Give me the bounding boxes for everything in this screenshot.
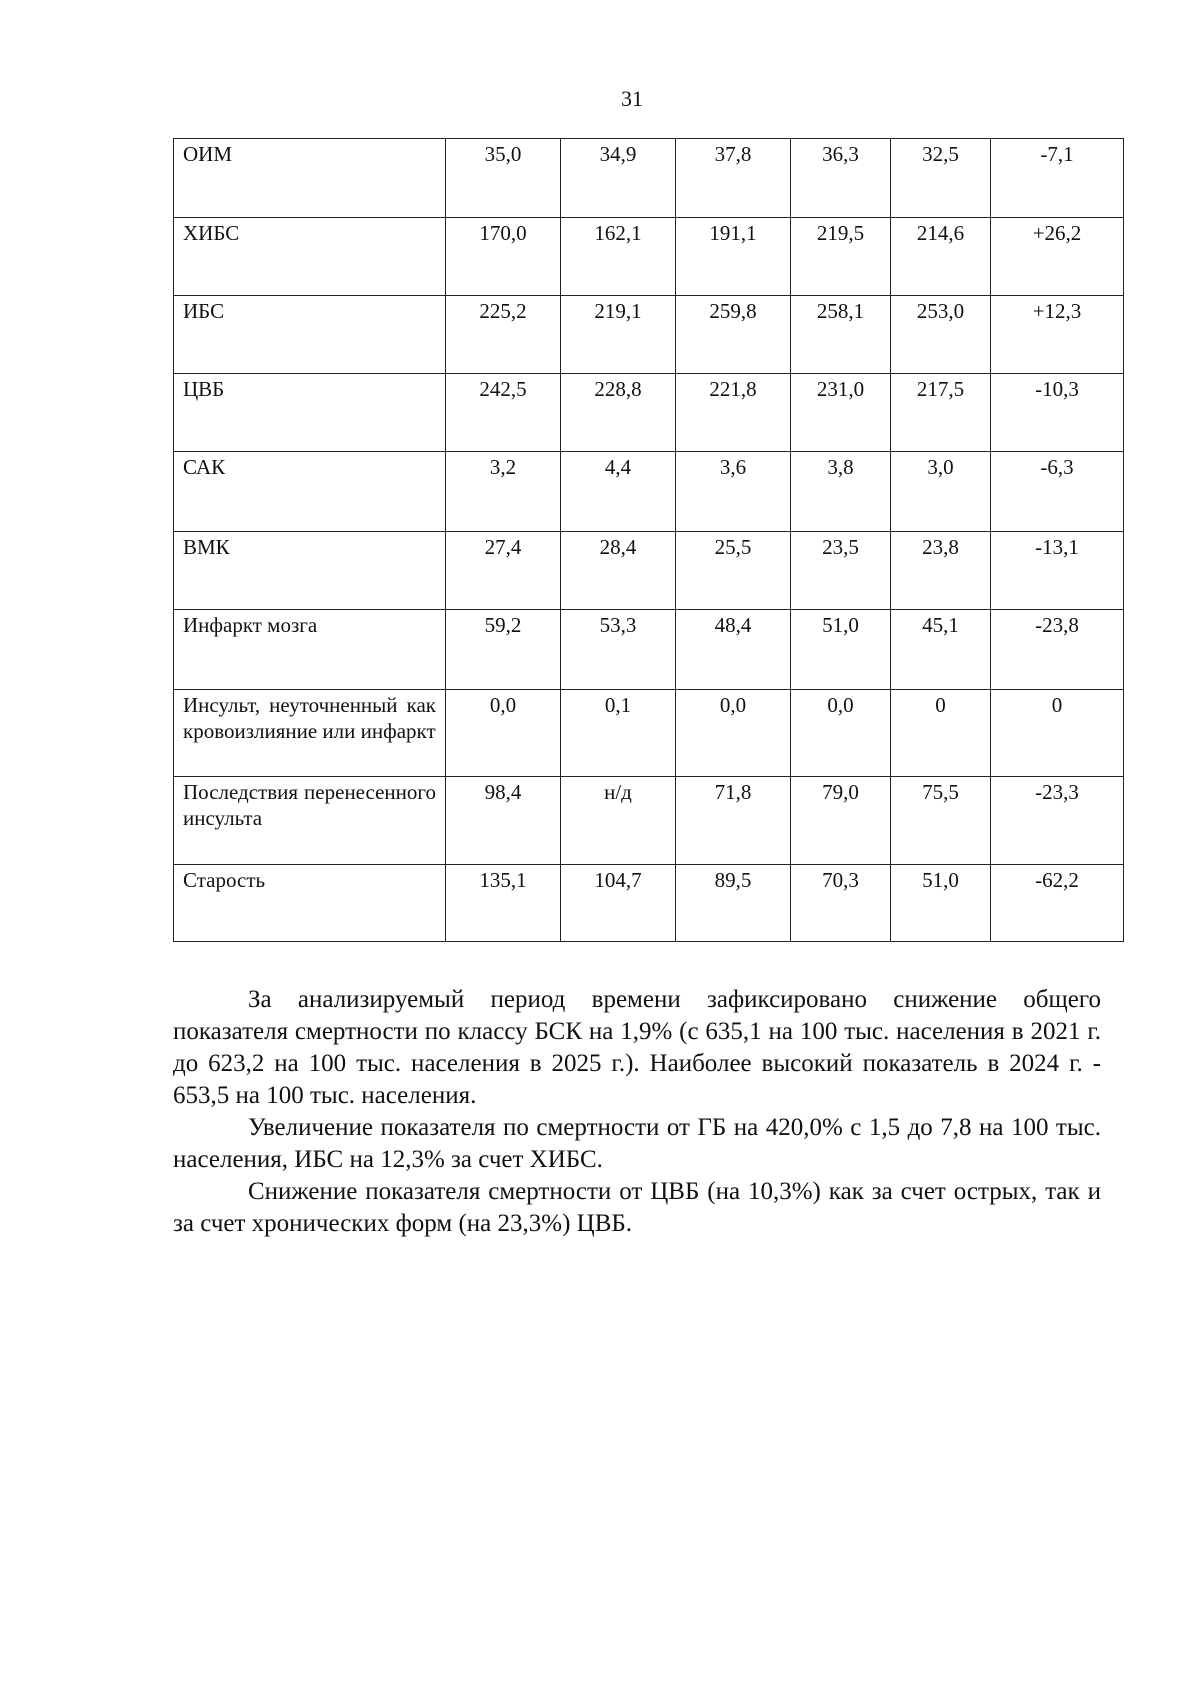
table-cell: 242,5 <box>446 374 561 452</box>
table-cell: 225,2 <box>446 296 561 374</box>
table-cell: 104,7 <box>561 865 676 942</box>
mortality-table <box>173 138 1124 942</box>
table-cell: 253,0 <box>891 296 991 374</box>
table-cell: 0,0 <box>446 690 561 777</box>
table-cell: 219,1 <box>561 296 676 374</box>
row-label: ХИБС <box>174 218 446 296</box>
row-label: ЦВБ <box>174 374 446 452</box>
row-label: ОИМ <box>174 139 446 218</box>
table-row <box>174 690 1124 777</box>
table-cell: 0,1 <box>561 690 676 777</box>
table-cell: 48,4 <box>676 610 791 690</box>
table-cell: 214,6 <box>891 218 991 296</box>
table-cell: 27,4 <box>446 532 561 610</box>
table-row <box>174 610 1124 690</box>
table-cell-change: -6,3 <box>991 452 1124 532</box>
table-cell: 3,8 <box>791 452 891 532</box>
table-cell: 35,0 <box>446 139 561 218</box>
table-cell: н/д <box>561 777 676 865</box>
table-row <box>174 139 1124 218</box>
table-cell: 231,0 <box>791 374 891 452</box>
table-row <box>174 865 1124 942</box>
row-label: ВМК <box>174 532 446 610</box>
table-cell: 191,1 <box>676 218 791 296</box>
table-cell: 71,8 <box>676 777 791 865</box>
row-label: Инфаркт мозга <box>174 610 446 690</box>
table-cell-change: +26,2 <box>991 218 1124 296</box>
table-cell: 25,5 <box>676 532 791 610</box>
table-cell: 45,1 <box>891 610 991 690</box>
table-cell: 3,6 <box>676 452 791 532</box>
table-cell: 135,1 <box>446 865 561 942</box>
table-cell: 0,0 <box>791 690 891 777</box>
table-cell-change: -23,8 <box>991 610 1124 690</box>
table-cell-change: -62,2 <box>991 865 1124 942</box>
table-cell: 228,8 <box>561 374 676 452</box>
table-cell: 32,5 <box>891 139 991 218</box>
table-cell: 4,4 <box>561 452 676 532</box>
row-label: Старость <box>174 865 446 942</box>
table-cell: 258,1 <box>791 296 891 374</box>
table-cell-change: +12,3 <box>991 296 1124 374</box>
table-cell-change: -23,3 <box>991 777 1124 865</box>
table-cell: 79,0 <box>791 777 891 865</box>
row-label: Инсульт, неуточненный как кровоизлияние или инфаркт <box>174 690 446 777</box>
table-cell: 51,0 <box>791 610 891 690</box>
table-cell: 37,8 <box>676 139 791 218</box>
table-row <box>174 218 1124 296</box>
table-cell-change: -13,1 <box>991 532 1124 610</box>
table-cell: 28,4 <box>561 532 676 610</box>
body-text <box>173 984 1101 1240</box>
table-row <box>174 777 1124 865</box>
table-cell: 36,3 <box>791 139 891 218</box>
table-cell: 51,0 <box>891 865 991 942</box>
table-cell: 3,0 <box>891 452 991 532</box>
page-number: 31 <box>621 86 643 111</box>
table-cell: 3,2 <box>446 452 561 532</box>
table-row <box>174 532 1124 610</box>
table-cell: 75,5 <box>891 777 991 865</box>
table-cell: 70,3 <box>791 865 891 942</box>
table-row <box>174 374 1124 452</box>
table-cell: 219,5 <box>791 218 891 296</box>
paragraph: Увеличение показателя по смертности от ГБ на 420,0% с 1,5 до 7,8 на 100 тыс. населения, ИБС на 12,3% за счет ХИБС. <box>173 1114 1101 1173</box>
table-cell: 170,0 <box>446 218 561 296</box>
table-row <box>174 452 1124 532</box>
row-label: САК <box>174 452 446 532</box>
paragraph: Снижение показателя смертности от ЦВБ (на 10,3%) как за счет острых, так и за счет хронических форм (на 23,3%) ЦВБ. <box>173 1178 1101 1237</box>
table-row <box>174 296 1124 374</box>
table-cell: 259,8 <box>676 296 791 374</box>
table-cell: 98,4 <box>446 777 561 865</box>
table-cell: 217,5 <box>891 374 991 452</box>
table-cell: 162,1 <box>561 218 676 296</box>
table-cell: 23,5 <box>791 532 891 610</box>
table-cell: 0,0 <box>676 690 791 777</box>
table-cell: 53,3 <box>561 610 676 690</box>
paragraph: За анализируемый период времени зафиксировано снижение общего показателя смертности по классу БСК на 1,9% (с 635,1 на 100 тыс. населения в 2021 г. до 623,2 на 100 тыс. населения в 2025 г.). Наиболее высокий показатель в 2024 г. - 653,5 на 100 тыс. населения. <box>173 986 1101 1109</box>
table-cell-change: 0 <box>991 690 1124 777</box>
table-cell-change: -10,3 <box>991 374 1124 452</box>
table-cell: 59,2 <box>446 610 561 690</box>
table-cell: 89,5 <box>676 865 791 942</box>
row-label: Последствия перенесенного инсульта <box>174 777 446 865</box>
table-cell: 221,8 <box>676 374 791 452</box>
table-cell: 34,9 <box>561 139 676 218</box>
table-cell: 23,8 <box>891 532 991 610</box>
table-cell-change: -7,1 <box>991 139 1124 218</box>
row-label: ИБС <box>174 296 446 374</box>
table-cell: 0 <box>891 690 991 777</box>
